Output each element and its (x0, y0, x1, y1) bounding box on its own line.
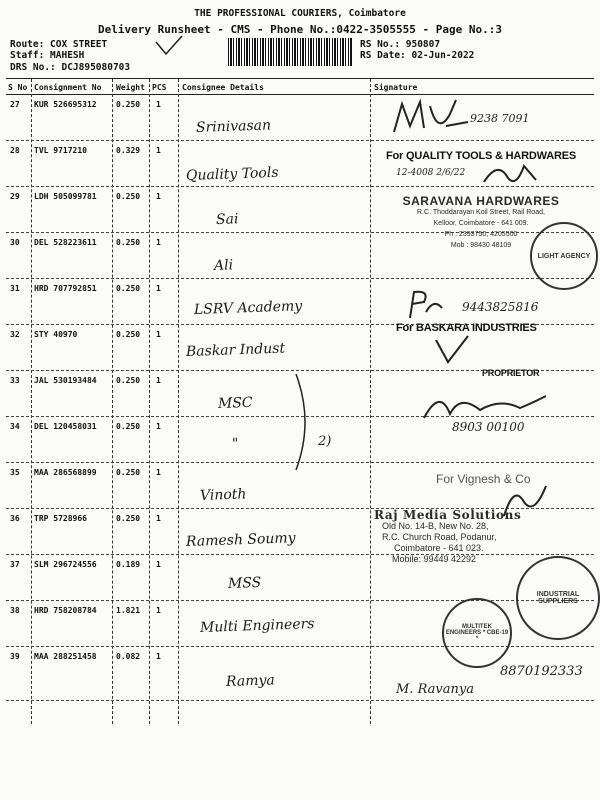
row-pcs: 1 (156, 330, 161, 339)
col-line (112, 79, 113, 724)
row-sno: 34 (10, 422, 20, 431)
row-weight: 0.250 (116, 468, 141, 477)
staff-label: Staff: MAHESH (10, 50, 85, 61)
stamp-industrial-suppliers (516, 556, 600, 640)
row-consignee: Ramya (225, 672, 275, 690)
row-sno: 35 (10, 468, 20, 477)
rs-no-label: RS No.: 950807 (360, 39, 441, 50)
company-title: THE PROFESSIONAL COURIERS, Coimbatore (194, 8, 406, 19)
saravana-addr1: R.C. Thoddarayan Koil Street, Rail Road, (417, 209, 545, 216)
stamp-baskara: For BASKARA INDUSTRIES (396, 322, 537, 334)
row-separator (6, 278, 594, 279)
runsheet-title: Delivery Runsheet - CMS - Phone No.:0422-3505555 - Page No.:3 (98, 23, 502, 36)
row-sno: 39 (10, 652, 20, 661)
row-sno: 32 (10, 330, 20, 339)
row-consignment: HRD 707792851 (34, 284, 97, 293)
row-consignee: Quality Tools (185, 164, 279, 184)
col-weight: Weight (116, 83, 145, 92)
col-signature: Signature (374, 83, 418, 92)
signature-32 (432, 334, 472, 366)
suppliers-text: INDUSTRIAL SUPPLIERS (536, 591, 580, 605)
col-line (149, 79, 150, 724)
saravana-mob: Mob : 98430 48109 (450, 242, 512, 249)
row-weight: 0.250 (116, 376, 141, 385)
row-pcs: 1 (156, 514, 161, 523)
row-separator (6, 700, 594, 701)
row-pcs: 1 (156, 376, 161, 385)
raj-addr3: Coimbatore - 641 023. (394, 543, 484, 553)
row-weight: 0.250 (116, 330, 141, 339)
sig-34-mark: 2) (318, 434, 332, 449)
col-line (370, 79, 371, 724)
row-pcs: 1 (156, 284, 161, 293)
sig-33-phone: 8903 00100 (452, 420, 525, 434)
row-sno: 37 (10, 560, 20, 569)
row-weight: 0.250 (116, 238, 141, 247)
row-consignment: HRD 758208784 (34, 606, 97, 615)
multitek-text: MULTITEK ENGINEERS * CBE-19 * (445, 624, 509, 642)
stamp-light-agency (530, 222, 598, 290)
table-top-rule (6, 78, 594, 79)
row-consignment: LDH 505099781 (34, 192, 97, 201)
table-header-rule (6, 94, 594, 95)
rs-date-label: RS Date: 02-Jun-2022 (360, 50, 475, 61)
pen-mark (154, 34, 184, 56)
row-weight: 0.329 (116, 146, 141, 155)
raj-addr2: R.C. Church Road, Podanur, (382, 532, 497, 542)
signature-28 (480, 158, 540, 188)
row-consignee: Sai (215, 211, 239, 228)
row-consignment: DEL 120458031 (34, 422, 97, 431)
row-consignee: Ramesh Soumy (185, 530, 296, 550)
row-weight: 0.250 (116, 514, 141, 523)
agency-text: LIGHT AGENCY (537, 252, 591, 260)
row-consignee: MSS (227, 574, 262, 592)
row-consignment: STY 40970 (34, 330, 78, 339)
saravana-name: SARAVANA HARDWARES (402, 194, 560, 208)
signature-27 (390, 96, 470, 140)
row-weight: 0.250 (116, 422, 141, 431)
row-sno: 36 (10, 514, 20, 523)
row-weight: 0.250 (116, 100, 141, 109)
drs-label: DRS No.: DCJ895080703 (10, 62, 131, 73)
row-consignee: LSRV Academy (193, 298, 303, 318)
row-consignee: " (231, 435, 239, 452)
row-sno: 33 (10, 376, 20, 385)
row-weight: 0.082 (116, 652, 141, 661)
row-weight: 0.189 (116, 560, 141, 569)
sig-39-phone: 8870192333 (500, 664, 583, 679)
sig-27-number: 9238 7091 (470, 112, 530, 125)
stamp-vignesh: For Vignesh & Co (436, 472, 531, 486)
col-consignee: Consignee Details (182, 83, 264, 92)
row-consignment: SLM 296724556 (34, 560, 97, 569)
row-pcs: 1 (156, 238, 161, 247)
row-sno: 31 (10, 284, 20, 293)
barcode (228, 38, 352, 66)
col-line (31, 79, 32, 724)
row-consignment: JAL 530193484 (34, 376, 97, 385)
row-weight: 0.250 (116, 192, 141, 201)
route-label: Route: COX STREET (10, 39, 108, 50)
row-pcs: 1 (156, 146, 161, 155)
row-consignee: Srinivasan (195, 117, 272, 136)
row-consignment: TRP 5728966 (34, 514, 87, 523)
row-pcs: 1 (156, 606, 161, 615)
col-pcs: PCS (152, 83, 167, 92)
row-pcs: 1 (156, 422, 161, 431)
row-separator (6, 600, 594, 601)
row-pcs: 1 (156, 560, 161, 569)
col-sno: S No (8, 83, 28, 92)
row-separator (6, 140, 594, 141)
raj-mob: Mobile: 99449 42292 (392, 554, 477, 564)
saravana-ph: Ph : 2393750, 4205500 (444, 231, 518, 238)
signature-31 (404, 288, 444, 322)
col-line (178, 79, 179, 724)
row-consignee: Ali (213, 257, 234, 274)
stamp-raj-media (374, 510, 534, 565)
raj-name: Raj Media Solutions (374, 508, 522, 522)
bracket-mark (290, 372, 320, 472)
saravana-addr2: Kelloor, Coimbatore - 641 009. (433, 220, 529, 227)
row-weight: 1.821 (116, 606, 141, 615)
row-sno: 38 (10, 606, 20, 615)
row-pcs: 1 (156, 468, 161, 477)
row-consignment: DEL 528223611 (34, 238, 97, 247)
raj-addr1: Old No. 14-B, New No. 28, (382, 521, 489, 531)
row-consignee: Baskar Indust (185, 340, 286, 360)
row-sno: 28 (10, 146, 20, 155)
sig-28-date: 12-4008 2/6/22 (396, 168, 466, 178)
row-pcs: 1 (156, 652, 161, 661)
stamp-proprietor: PROPRIETOR (482, 368, 540, 378)
row-consignee: MSC (217, 394, 253, 412)
row-consignee: Vinoth (199, 486, 247, 504)
row-consignment: KUR 526695312 (34, 100, 97, 109)
sig-31-phone: 9443825816 (462, 300, 539, 314)
row-consignment: MAA 286568899 (34, 468, 97, 477)
row-consignment: MAA 288251458 (34, 652, 97, 661)
stamp-multitek (442, 598, 512, 668)
stamp-quality-tools: For QUALITY TOOLS & HARDWARES (386, 150, 576, 162)
row-weight: 0.250 (116, 284, 141, 293)
row-sno: 27 (10, 100, 20, 109)
signature-33 (420, 384, 550, 424)
row-pcs: 1 (156, 192, 161, 201)
row-sno: 30 (10, 238, 20, 247)
row-pcs: 1 (156, 100, 161, 109)
col-consignment: Consignment No (34, 83, 102, 92)
row-consignee: Multi Engineers (199, 616, 315, 636)
sig-39-name: M. Ravanya (396, 682, 474, 697)
row-sno: 29 (10, 192, 20, 201)
row-consignment: TVL 9717210 (34, 146, 87, 155)
